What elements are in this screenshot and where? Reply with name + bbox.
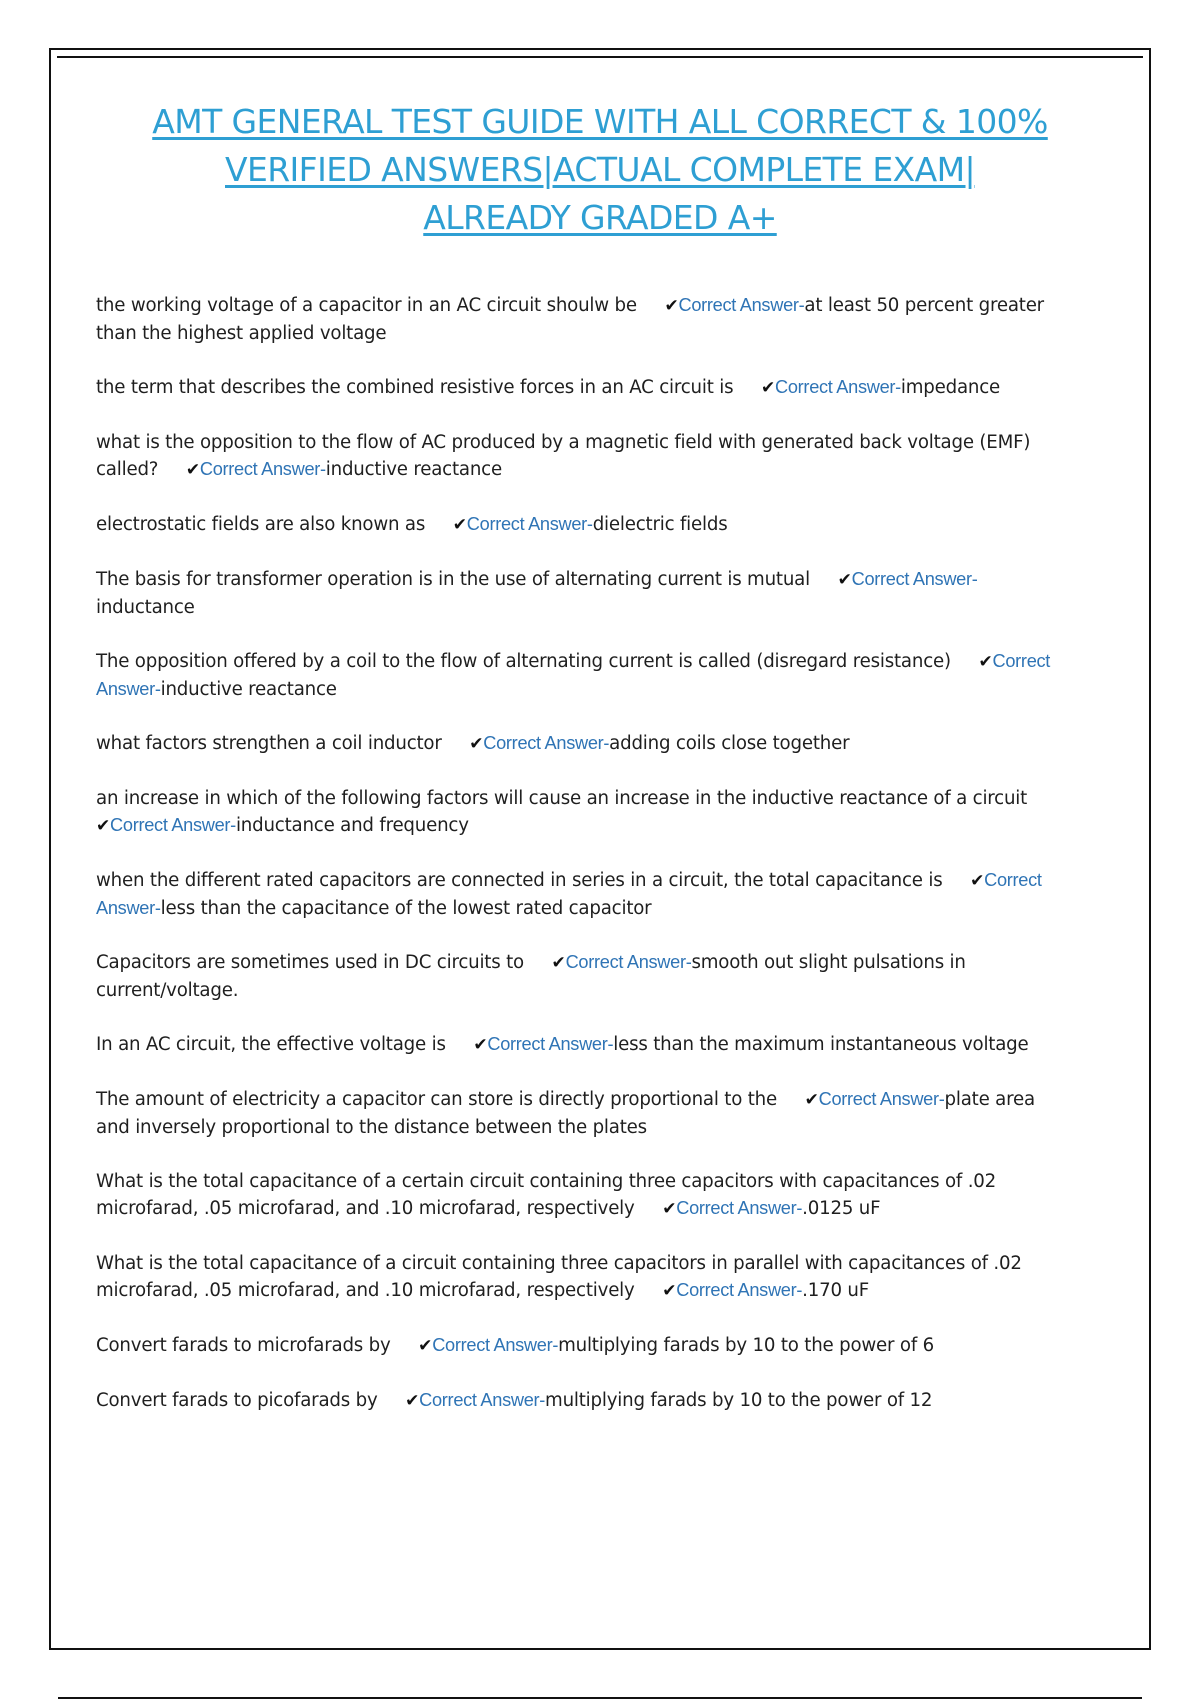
correct-answer-label: Correct Answer- [818, 1089, 945, 1109]
correct-answer-label: Correct Answer- [851, 569, 978, 589]
correct-answer-label: Correct Answer- [466, 514, 593, 534]
checkmark-icon: ✔ [664, 296, 679, 316]
checkmark-icon: ✔ [185, 460, 200, 480]
checkmark-icon: ✔ [837, 570, 852, 590]
qa-item [96, 1168, 1056, 1223]
qa-item [96, 429, 1056, 484]
correct-answer-label: Correct Answer- [96, 870, 1042, 918]
qa-item [96, 785, 1056, 840]
checkmark-icon: ✔ [662, 1199, 677, 1219]
checkmark-icon: ✔ [551, 953, 566, 973]
question-text: Capacitors are sometimes used in DC circuits to [96, 952, 524, 973]
correct-answer-label: Correct Answer- [483, 733, 610, 753]
answer-text: .0125 uF [802, 1198, 881, 1219]
correct-answer-label: Correct Answer- [678, 295, 805, 315]
checkmark-icon: ✔ [804, 1090, 819, 1110]
question-text: what factors strengthen a coil inductor [96, 733, 442, 754]
answer-text: at least 50 percent greater than the highest applied voltage [96, 295, 1044, 344]
qa-item [96, 867, 1056, 922]
question-text: electrostatic fields are also known as [96, 514, 426, 535]
question-answer-list [96, 292, 1056, 1442]
answer-text: multiplying farads by 10 to the power of 6 [558, 1335, 934, 1356]
qa-item [96, 1332, 1056, 1360]
correct-answer-label: Correct Answer- [96, 651, 1051, 699]
answer-text: less than the maximum instantaneous voltage [613, 1034, 1029, 1055]
answer-text: inductance and frequency [235, 815, 469, 836]
question-text: when the different rated capacitors are connected in series in a circuit, the total capacitance is [96, 870, 943, 891]
correct-answer-label: Correct Answer- [565, 952, 692, 972]
checkmark-icon: ✔ [978, 652, 993, 672]
qa-item [96, 1387, 1056, 1415]
qa-item [96, 730, 1056, 758]
answer-text: inductive reactance [325, 459, 502, 480]
correct-answer-label: Correct Answer- [432, 1335, 559, 1355]
question-text: the term that describes the combined resistive forces in an AC circuit is [96, 377, 734, 398]
question-text: The basis for transformer operation is in the use of alternating current is mutual [96, 569, 810, 590]
correct-answer-label: Correct Answer- [110, 815, 236, 835]
qa-item [96, 648, 1056, 703]
checkmark-icon: ✔ [96, 816, 111, 836]
question-text: what is the opposition to the flow of AC produced by a magnetic field with generated back voltage (EMF) called? [96, 432, 1031, 480]
answer-text: multiplying farads by 10 to the power of 12 [545, 1390, 933, 1411]
checkmark-icon: ✔ [452, 515, 467, 535]
question-text: The opposition offered by a coil to the flow of alternating current is called (disregard resistance) [96, 651, 951, 672]
answer-text: dielectric fields [592, 514, 728, 535]
answer-text: inductive reactance [160, 679, 337, 700]
question-text: What is the total capacitance of a certain circuit containing three capacitors with capacitances of .02 microfarad, .05 microfarad, and .10 microfarad, respectively [96, 1171, 997, 1219]
frame-top-rule [57, 56, 1143, 58]
answer-text: .170 uF [802, 1280, 870, 1301]
correct-answer-label: Correct Answer- [676, 1280, 803, 1300]
question-text: Convert farads to microfarads by [96, 1335, 391, 1356]
qa-item [96, 1086, 1056, 1141]
checkmark-icon: ✔ [473, 1035, 488, 1055]
answer-text: impedance [900, 377, 1001, 398]
question-text: the working voltage of a capacitor in an AC circuit shoulw be [96, 295, 637, 316]
answer-text: plate area and inversely proportional to the distance between the plates [96, 1089, 1035, 1138]
question-text: Convert farads to picofarads by [96, 1390, 378, 1411]
qa-item [96, 511, 1056, 539]
correct-answer-label: Correct Answer- [676, 1198, 803, 1218]
qa-item [96, 1250, 1056, 1305]
checkmark-icon: ✔ [469, 734, 484, 754]
checkmark-icon: ✔ [970, 871, 985, 891]
answer-text: inductance [96, 597, 195, 618]
correct-answer-label: Correct Answer- [775, 377, 901, 397]
answer-text: less than the capacitance of the lowest rated capacitor [160, 898, 652, 919]
qa-item [96, 1031, 1056, 1059]
correct-answer-label: Correct Answer- [199, 459, 326, 479]
answer-text: smooth out slight pulsations in current/voltage. [96, 952, 966, 1001]
question-text: The amount of electricity a capacitor can store is directly proportional to the [96, 1089, 777, 1110]
checkmark-icon: ✔ [418, 1336, 433, 1356]
qa-item [96, 949, 1056, 1004]
title-line: ALREADY GRADED A+ [423, 198, 777, 237]
question-text: an increase in which of the following factors will cause an increase in the inductive reactance of a circuit [96, 788, 1028, 809]
title-line: AMT GENERAL TEST GUIDE WITH ALL CORRECT & 100% [152, 102, 1048, 141]
checkmark-icon: ✔ [760, 378, 776, 398]
title-line: VERIFIED ANSWERS|ACTUAL COMPLETE EXAM| [225, 150, 975, 189]
qa-item [96, 566, 1056, 621]
correct-answer-label: Correct Answer- [487, 1034, 614, 1054]
question-text: In an AC circuit, the effective voltage is [96, 1034, 446, 1055]
qa-item [96, 374, 1056, 402]
answer-text: adding coils close together [609, 733, 850, 754]
checkmark-icon: ✔ [662, 1281, 677, 1301]
qa-item [96, 292, 1056, 347]
correct-answer-label: Correct Answer- [419, 1390, 546, 1410]
document-title [0, 98, 1200, 242]
bottom-rule [58, 1697, 1142, 1699]
checkmark-icon: ✔ [405, 1391, 420, 1411]
question-text: What is the total capacitance of a circuit containing three capacitors in parallel with capacitances of .02 microfarad, .05 microfarad, and .10 microfarad, respectively [96, 1253, 1022, 1301]
